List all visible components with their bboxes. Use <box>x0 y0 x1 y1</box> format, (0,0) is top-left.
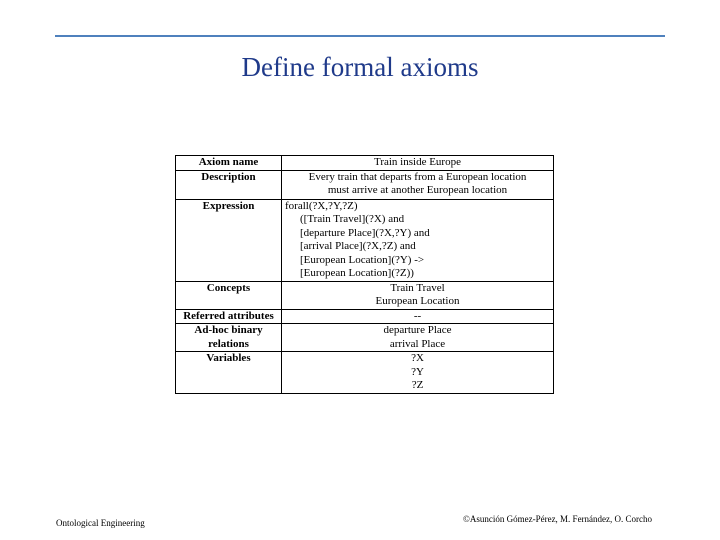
axiom-name-value: Train inside Europe <box>282 156 554 171</box>
adhoc-label-line: Ad-hoc binary <box>194 324 263 336</box>
concepts-value <box>282 281 554 309</box>
expression-value <box>282 199 554 281</box>
description-value <box>282 170 554 199</box>
table-row <box>176 309 554 324</box>
expression-line: [European Location](?Z)) <box>300 267 414 279</box>
table-row <box>176 199 554 281</box>
referred-attributes-label: Referred attributes <box>176 309 282 324</box>
expression-line: [arrival Place](?X,?Z) and <box>300 240 416 252</box>
table-row <box>176 324 554 352</box>
axiom-name-label: Axiom name <box>176 156 282 171</box>
expression-line: forall(?X,?Y,?Z) <box>285 199 358 212</box>
concept-item: European Location <box>375 295 460 307</box>
adhoc-relations-value <box>282 324 554 352</box>
top-divider <box>55 35 665 37</box>
table-row <box>176 156 554 171</box>
footer-course-name: Ontological Engineering <box>56 518 145 528</box>
axiom-table <box>175 155 554 394</box>
table-row <box>176 352 554 394</box>
variable-item: ?Z <box>411 379 424 391</box>
description-label: Description <box>176 170 282 199</box>
description-line: Every train that departs from a European location <box>308 170 527 183</box>
referred-attributes-value: -- <box>282 309 554 324</box>
expression-line: [departure Place](?X,?Y) and <box>300 226 430 239</box>
expression-line: [European Location](?Y) -> <box>300 253 425 266</box>
variables-label: Variables <box>176 352 282 394</box>
variable-item: ?Y <box>411 365 424 378</box>
expression-line: ([Train Travel](?X) and <box>300 213 405 225</box>
slide-title: Define formal axioms <box>241 52 479 82</box>
relation-item: arrival Place <box>389 337 446 350</box>
table-row <box>176 281 554 309</box>
description-line: must arrive at another European location <box>327 184 508 196</box>
table-row <box>176 170 554 199</box>
variables-value <box>282 352 554 394</box>
adhoc-relations-label <box>176 324 282 352</box>
relation-item: departure Place <box>383 324 452 336</box>
footer-copyright: ©Asunción Gómez-Pérez, M. Fernández, O. Corcho <box>463 514 653 524</box>
expression-label: Expression <box>176 199 282 281</box>
concepts-label: Concepts <box>176 281 282 309</box>
variable-item: ?X <box>411 352 424 364</box>
concept-item: Train Travel <box>390 281 445 294</box>
adhoc-label-line: relations <box>208 337 249 350</box>
